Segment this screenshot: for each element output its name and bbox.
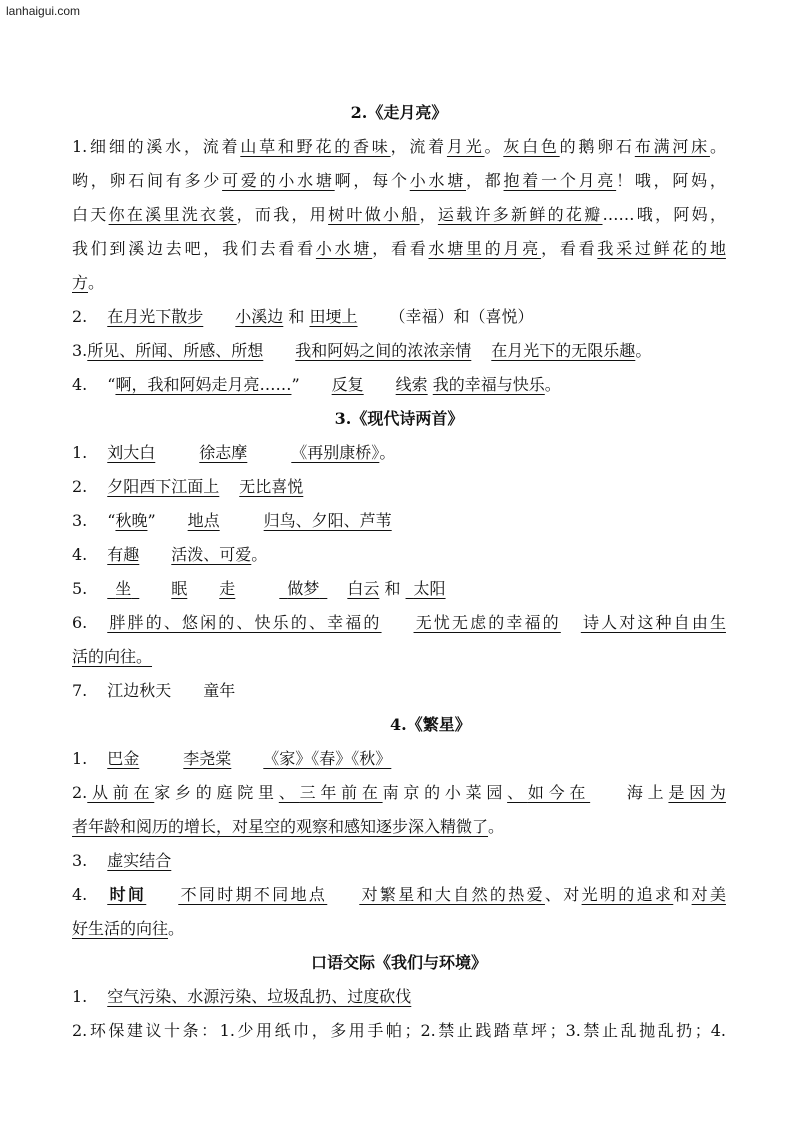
answer-line: 2.环保建议十条：1.少用纸巾，多用手帕；2.禁止践踏草坪；3.禁止乱抛乱扔；4. (72, 1021, 726, 1040)
section-title: 3.《现代诗两首》 (334, 409, 464, 428)
document-body (72, 96, 726, 1048)
answer-line: 2. 在月光下散步 小溪边 和 田埂上 （幸福）和（喜悦） (72, 307, 534, 326)
answer-line: 3. 虚实结合 (72, 851, 172, 870)
answer-line: 1.细细的溪水，流着山草和野花的香味，流着月光。灰白色的鹅卵石布满河床。 (72, 137, 726, 156)
section-title: 2.《走月亮》 (350, 103, 448, 122)
section-title: 口语交际《我们与环境》 (310, 953, 487, 972)
answer-line: 2. 夕阳西下江面上 无比喜悦 (72, 477, 304, 496)
answer-line: 1. 巴金 李尧棠 《家》《春》《秋》 (72, 749, 392, 768)
answer-line: 方。 (72, 273, 105, 292)
answer-line: 哟，卵石间有多少可爱的小水塘啊，每个小水塘，都抱着一个月亮！哦，阿妈， (72, 171, 726, 190)
site-watermark: lanhaigui.com (6, 4, 81, 18)
answer-line: 5. 坐 眠 走 做梦 白云 和 太阳 (72, 579, 446, 598)
answer-line: 活的向往。 (72, 647, 153, 666)
answer-line: 2.从前在家乡的庭院里、三年前在南京的小菜园、如今在 海上是因为 (72, 783, 726, 802)
answer-line: 1. 空气污染、水源污染、垃圾乱扔、过度砍伐 (72, 987, 412, 1006)
answer-line: 白天你在溪里洗衣裳，而我，用树叶做小船，运载许多新鲜的花瓣……哦，阿妈， (72, 205, 726, 224)
answer-line: 1. 刘大白 徐志摩 《再别康桥》。 (72, 443, 396, 462)
answer-line: 好生活的向往。 (72, 919, 185, 938)
answer-line: 4. 时间 不同时期不同地点 对繁星和大自然的热爱、对光明的追求和对美 (72, 885, 726, 904)
section-title: 4.《繁星》 (390, 715, 471, 734)
answer-line: 4. “啊，我和阿妈走月亮……” 反复 线索 我的幸福与快乐。 (72, 375, 561, 394)
answer-line: 6. 胖胖的、悠闲的、快乐的、幸福的 无忧无虑的幸福的 诗人对这种自由生 (72, 613, 726, 632)
answer-line: 我们到溪边去吧，我们去看看小水塘，看看水塘里的月亮，看看我采过鲜花的地 (72, 239, 726, 258)
answer-line: 者年龄和阅历的增长，对星空的观察和感知逐步深入精微了。 (72, 817, 505, 836)
answer-line: 7. 江边秋天 童年 (72, 681, 236, 700)
answer-line: 4. 有趣 活泼、可爱。 (72, 545, 268, 564)
answer-line: 3.所见、所闻、所感、所想 我和阿妈之间的浓浓亲情 在月光下的无限乐趣。 (72, 341, 652, 360)
answer-line: 3. “秋晚” 地点 归鸟、夕阳、芦苇 (72, 511, 392, 530)
